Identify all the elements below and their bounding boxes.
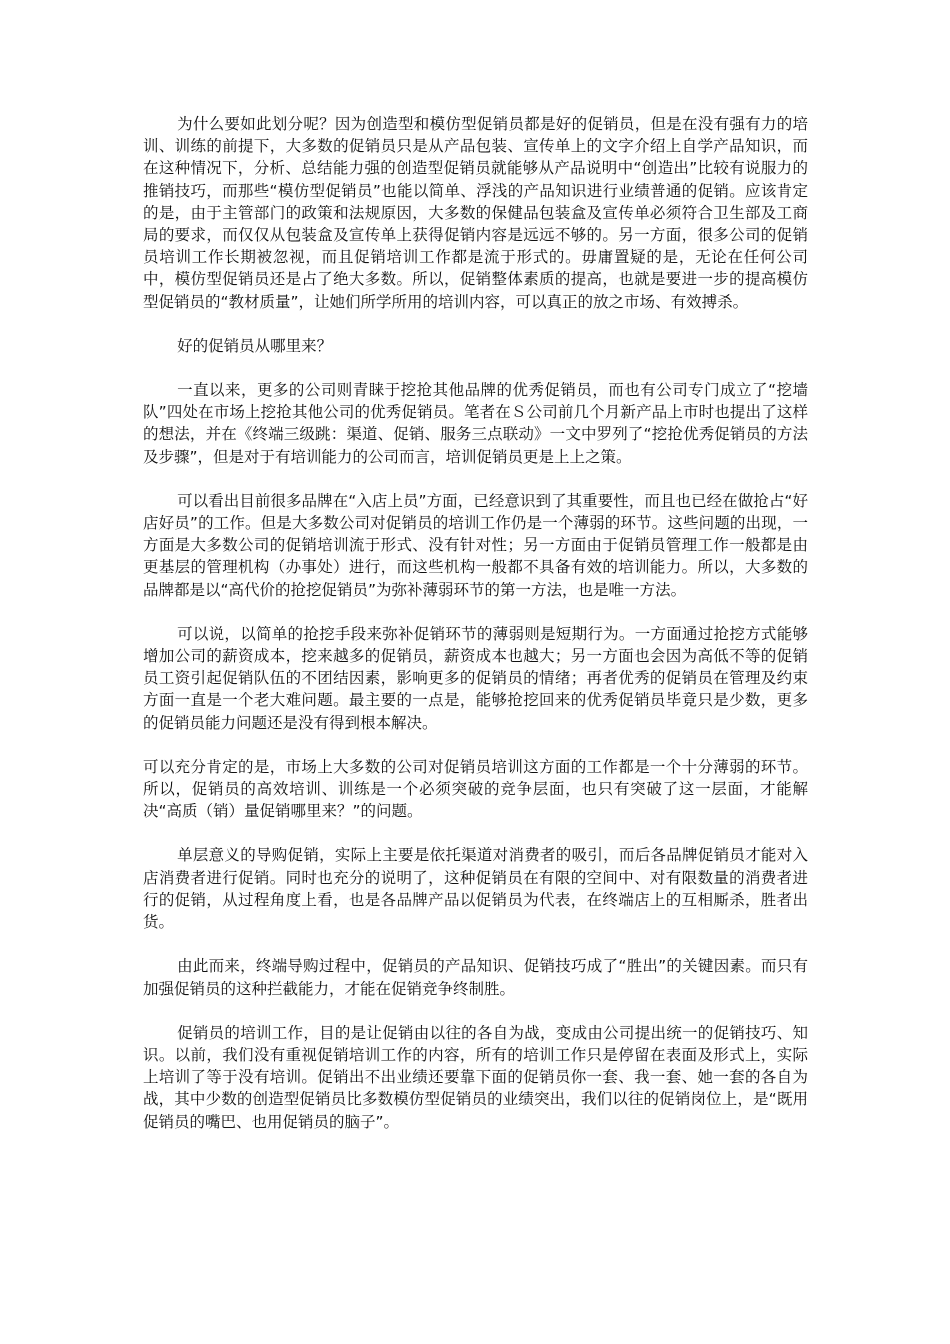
document-body (143, 113, 808, 1133)
section-heading-good-promoters: 好的促销员从哪里来？ (177, 336, 333, 355)
paragraph-why-divide: 为什么要如此划分呢？因为创造型和模仿型促销员都是好的促销员，但是在没有强有力的培训、训练的前提下，大多数的促销员只是从产品包装、宣传单上的文字介绍上自学产品知识，而在这种情况下，分析、总结能力强的创造型促销员就能够从产品说明中“创造出”比较有说服力的推销技巧，而那些“模仿型促销员”也能以简单、浮浅的产品知识进行业绩普通的促销。应该肯定的是，由于主管部门的政策和法规原因，大多数的保健品包装盒及宣传单必须符合卫生部及工商局的要求，而仅仅从包装盒及宣传单上获得促销内容是远远不够的。另一方面，很多公司的促销员培训工作长期被忽视，而且促销培训工作都是流于形式的。毋庸置疑的是，无论在任何公司中，模仿型促销员还是占了绝大多数。所以，促销整体素质的提高，也就是要进一步的提高模仿型促销员的“教材质量”，让她们所学所用的培训内容，可以真正的放之市场、有效搏杀。 (143, 115, 808, 311)
paragraph-short-term: 可以说，以简单的抢挖手段来弥补促销环节的薄弱则是短期行为。一方面通过抢挖方式能够增加公司的薪资成本，挖来越多的促销员，薪资成本也越大；另一方面也会因为高低不等的促销员工资引起促销队伍的不团结因素，影响更多的促销员的情绪；再者优秀的促销员在管理及约束方面一直是一个老大难问题。最主要的一点是，能够抢挖回来的优秀促销员毕竟只是少数，更多的促销员能力问题还是没有得到根本解决。 (143, 624, 808, 732)
paragraph-single-level: 单层意义的导购促销，实际上主要是依托渠道对消费者的吸引，而后各品牌促销员才能对入店消费者进行促销。同时也充分的说明了，这种促销员在有限的空间中、对有限数量的消费者进行的促销，从过程角度上看，也是各品牌产品以促销员为代表，在终端店上的互相厮杀，胜者出货。 (143, 846, 808, 932)
paragraph-store-staffing: 可以看出目前很多品牌在“入店上员”方面，已经意识到了其重要性，而且也已经在做抢占“好店好员”的工作。但是大多数公司对促销员的培训工作仍是一个薄弱的环节。这些问题的出现，一方面是大多数公司的促销培训流于形式、没有针对性；另一方面由于促销员管理工作一般都是由更基层的管理机构（办事处）进行，而这些机构一般都不具备有效的培训能力。所以，大多数的品牌都是以“高代价的抢挖促销员”为弥补薄弱环节的第一方法，也是唯一方法。 (143, 491, 808, 599)
paragraph-poaching: 一直以来，更多的公司则青睐于挖抢其他品牌的优秀促销员，而也有公司专门成立了“挖墙队”四处在市场上挖抢其他公司的优秀促销员。笔者在Ｓ公司前几个月新产品上市时也提出了这样的想法，并在《终端三级跳：渠道、促销、服务三点联动》一文中罗列了“挖抢优秀促销员的方法及步骤”，但是对于有培训能力的公司而言，培训促销员更是上上之策。 (143, 381, 808, 466)
paragraph-training-weakness: 可以充分肯定的是，市场上大多数的公司对促销员培训这方面的工作都是一个十分薄弱的环节。所以，促销员的高效培训、训练是一个必须突破的竞争层面，也只有突破了这一层面，才能解决“高质（销）量促销哪里来？”的问题。 (143, 757, 808, 821)
paragraph-training-goal: 促销员的培训工作，目的是让促销由以往的各自为战，变成由公司提出统一的促销技巧、知识。以前，我们没有重视促销培训工作的内容，所有的培训工作只是停留在表面及形式上，实际上培训了等于没有培训。促销出不出业绩还要靠下面的促销员你一套、我一套、她一套的各自为战，其中少数的创造型促销员比多数模仿型促销员的业绩突出，我们以往的促销岗位上，是“既用促销员的嘴巴、也用促销员的脑子”。 (143, 1023, 808, 1131)
paragraph-key-factors: 由此而来，终端导购过程中，促销员的产品知识、促销技巧成了“胜出”的关键因素。而只有加强促销员的这种拦截能力，才能在促销竞争终制胜。 (143, 957, 808, 998)
